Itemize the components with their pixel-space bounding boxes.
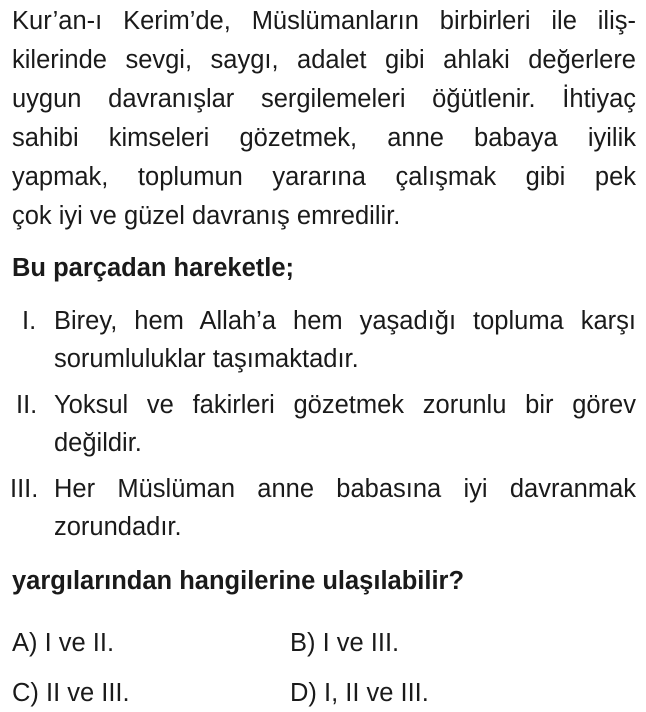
passage-line: Kur’an-ı Kerim’de, Müslümanların birbirleri ile iliş- [12,7,636,35]
statement-line: değildir. [54,429,142,457]
statement-line: sorumluluklar taşımaktadır. [54,345,359,373]
statement-numeral: III. [10,475,39,503]
option-a[interactable]: A) I ve II. [12,629,115,657]
statement-line: Birey, hem Allah’a hem yaşadığı topluma karşı [54,307,636,335]
statement-numeral: I. [22,307,37,335]
lead-text: Bu parçadan hareketle; [12,254,295,282]
statement-line: Her Müslüman anne babasına iyi davranmak [54,475,636,503]
statement-line: Yoksul ve fakirleri gözetmek zorunlu bir görev [54,391,636,419]
passage-line: sahibi kimseleri gözetmek, anne babaya iyilik [12,124,636,152]
question-text: yargılarından hangilerine ulaşılabilir? [12,567,465,595]
statement-line: zorundadır. [54,513,182,541]
passage-line: kilerinde sevgi, saygı, adalet gibi ahlaki değerlere [12,46,636,74]
option-c[interactable]: C) II ve III. [12,679,130,707]
passage-line: yapmak, toplumun yararına çalışmak gibi pek [12,163,636,191]
passage-line: uygun davranışlar sergilemeleri öğütlenir. İhtiyaç [12,85,636,113]
statement-numeral: II. [16,391,38,419]
option-d[interactable]: D) I, II ve III. [290,679,429,707]
option-b[interactable]: B) I ve III. [290,629,400,657]
passage-line: çok iyi ve güzel davranış emredilir. [12,202,401,230]
